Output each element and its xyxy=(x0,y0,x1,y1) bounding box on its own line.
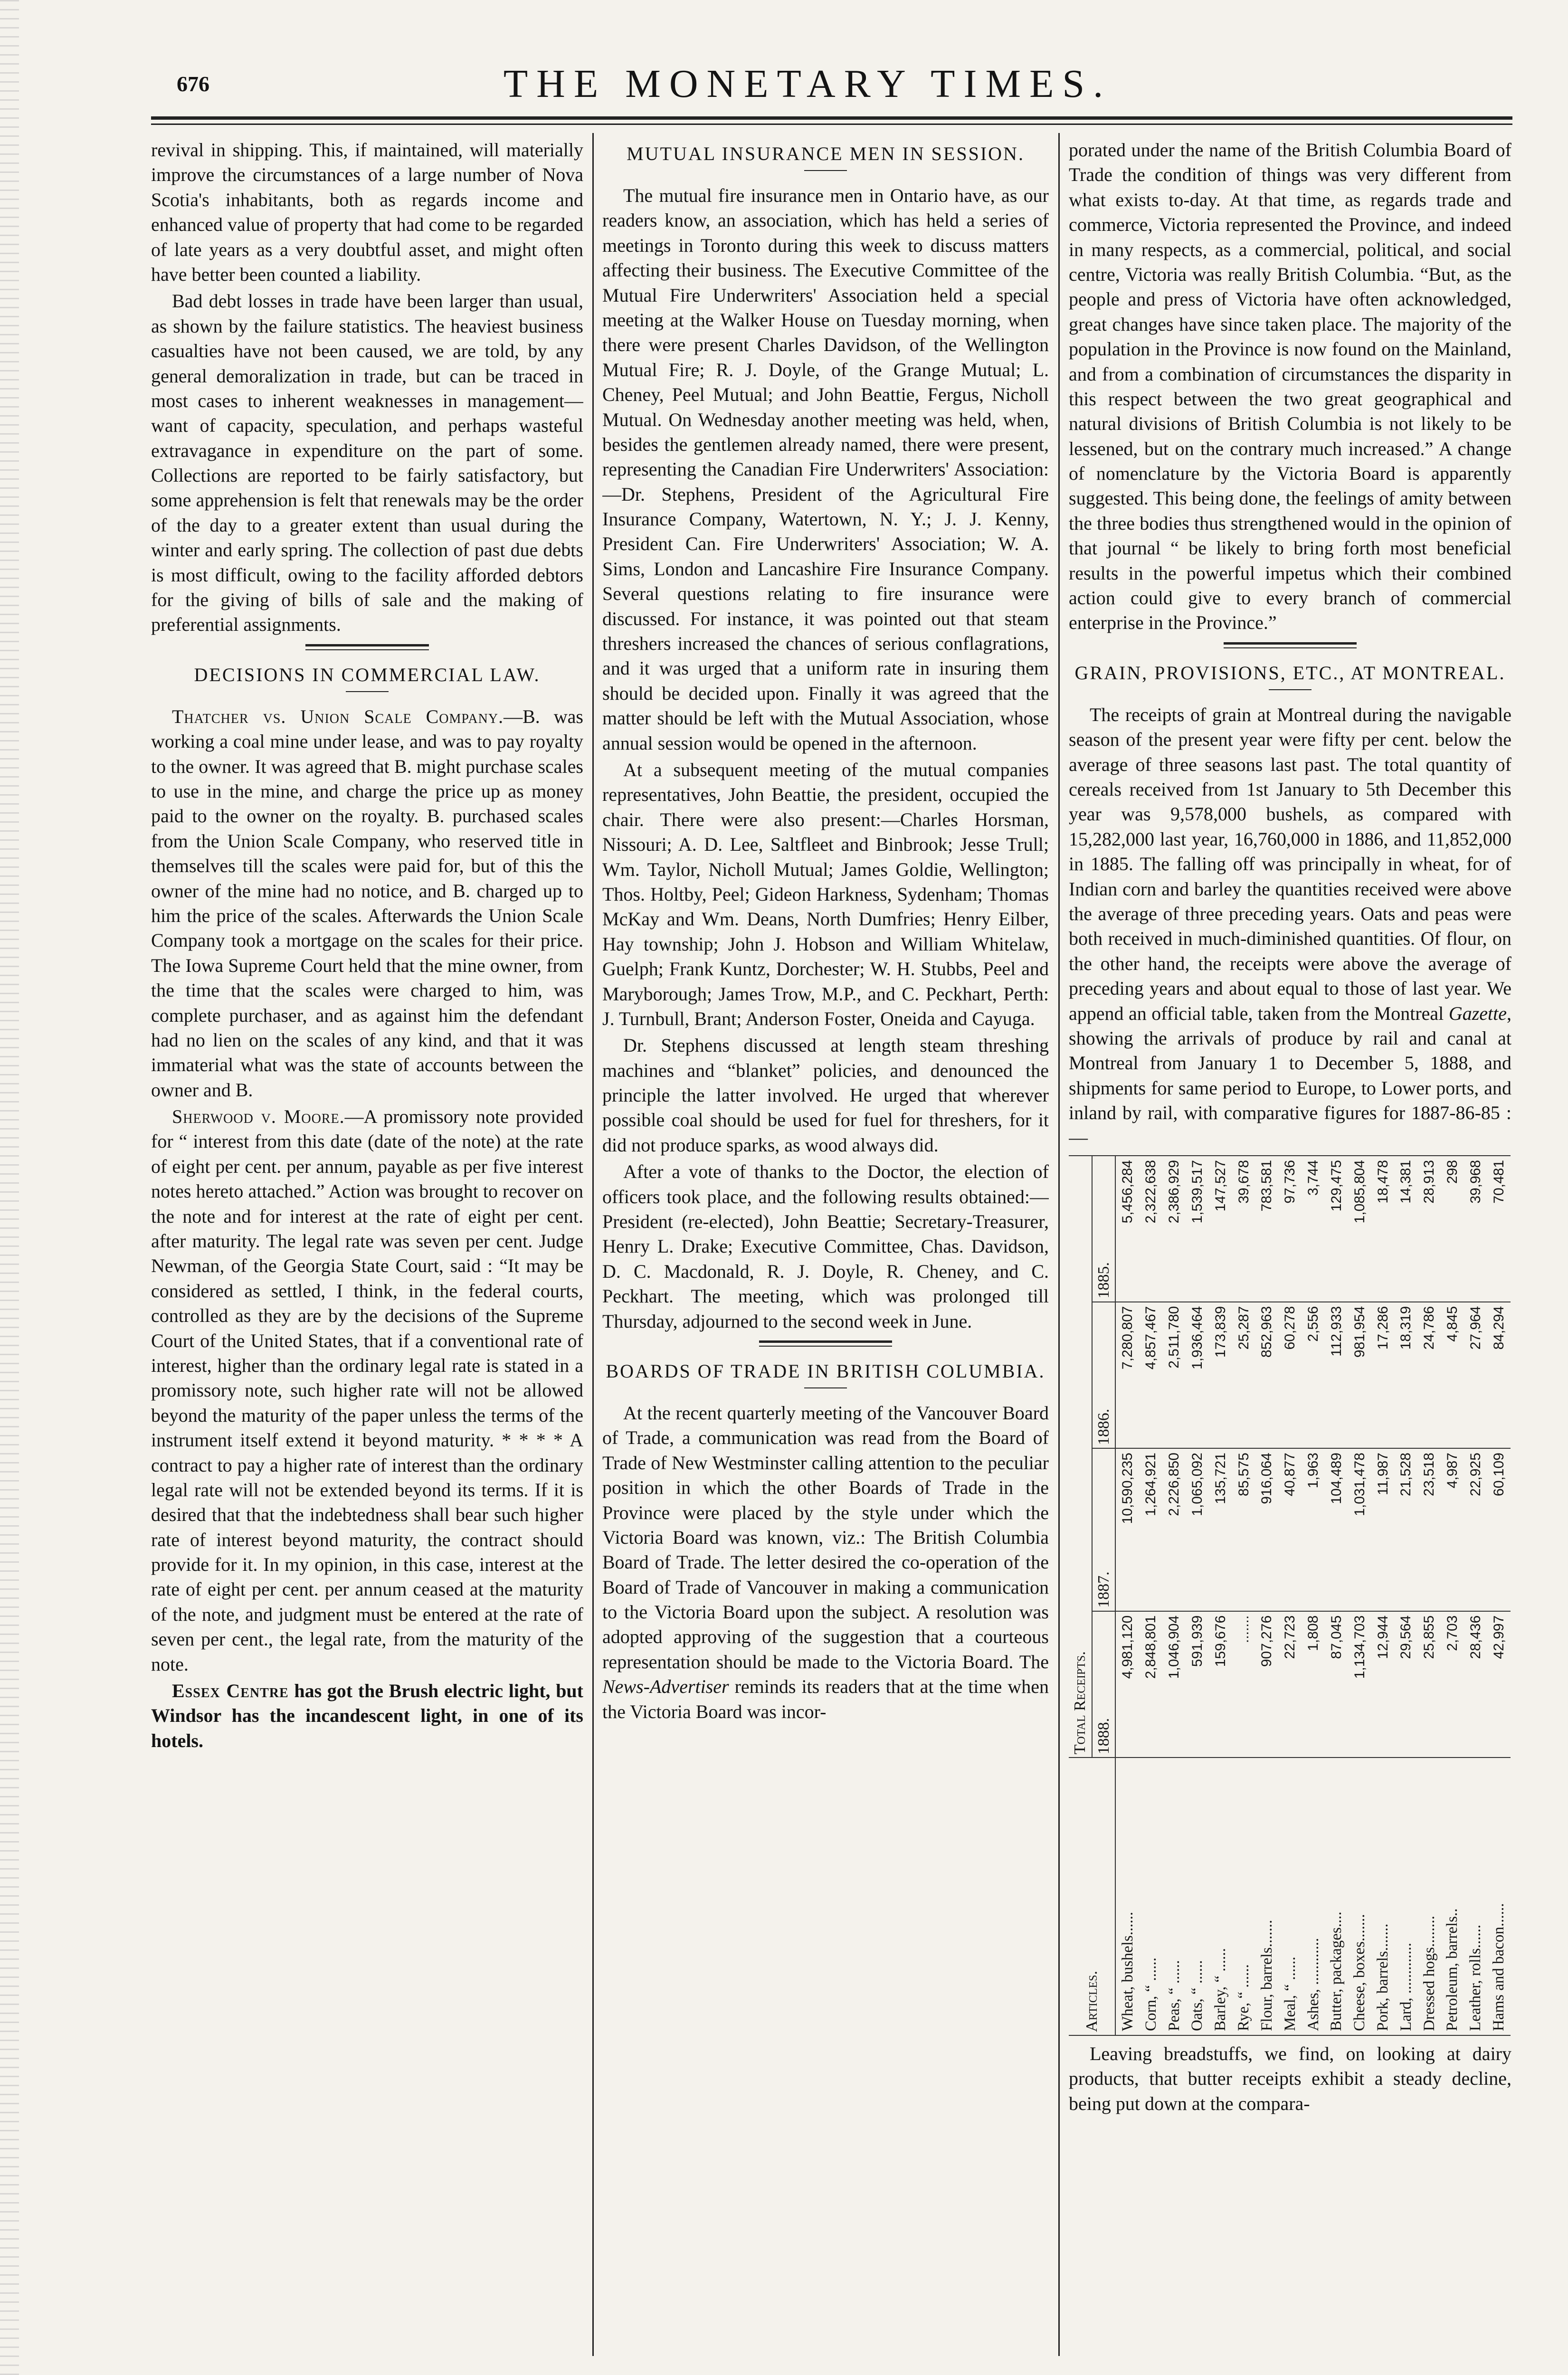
receipt-value-cell: 783,581 xyxy=(1255,1156,1279,1302)
header-rule-thick xyxy=(151,116,1512,120)
receipt-value-cell: 85,575 xyxy=(1232,1448,1255,1611)
table-row xyxy=(1487,1156,1511,2035)
table-row xyxy=(1186,1156,1209,2035)
newspaper-name: News-Advertiser xyxy=(602,1676,729,1698)
article-name-cell: Flour, barrels....... xyxy=(1258,1919,1275,2031)
receipt-value-cell: 22,723 xyxy=(1279,1611,1302,1758)
table-row xyxy=(1279,1156,1302,2035)
receipt-value-cell: 159,676 xyxy=(1209,1611,1232,1758)
table-body xyxy=(1115,1156,1511,2035)
news-item xyxy=(151,1679,583,1753)
case-title: Sherwood v. Moore. xyxy=(172,1106,345,1128)
year-header: 1887. xyxy=(1092,1448,1116,1611)
table-row xyxy=(1232,1156,1255,2035)
heading-underline xyxy=(1269,689,1311,690)
article-name-cell: Rye, “ ...... xyxy=(1235,1964,1253,2031)
article-name-cell: Cheese, boxes....... xyxy=(1351,1914,1368,2031)
receipt-value-cell: 112,933 xyxy=(1325,1302,1348,1448)
section-divider xyxy=(759,1340,892,1347)
table-row xyxy=(1255,1156,1279,2035)
mutual-insurance-heading: MUTUAL INSURANCE MEN IN SESSION. xyxy=(627,143,1025,164)
year-header: 1886. xyxy=(1092,1302,1116,1448)
receipt-value-cell: 21,528 xyxy=(1395,1448,1418,1611)
receipt-value-cell: 18,319 xyxy=(1395,1302,1418,1448)
receipt-value-cell: 39,968 xyxy=(1464,1156,1487,1302)
decisions-heading: DECISIONS IN COMMERCIAL LAW. xyxy=(194,664,541,685)
receipt-value-cell: 84,294 xyxy=(1487,1302,1511,1448)
receipt-value-cell: 298 xyxy=(1441,1156,1464,1302)
receipt-value-cell: 135,721 xyxy=(1209,1448,1232,1611)
receipt-value-cell: 981,954 xyxy=(1348,1302,1371,1448)
receipt-value-cell: 2,556 xyxy=(1302,1302,1325,1448)
article-paragraph: Leaving breadstuffs, we find, on looking at dairy products, that butter receipts exhibit a steady decline, being put down at the compara- xyxy=(1069,2042,1511,2114)
receipt-value-cell: 1,936,464 xyxy=(1186,1302,1209,1448)
receipt-value-cell: 2,703 xyxy=(1441,1611,1464,1758)
article-name-cell: Lard, ............. xyxy=(1397,1942,1415,2031)
news-item-text: has got the Brush electric light, but Windsor has the incandescent light, in one of its hotels. xyxy=(151,1680,583,1751)
receipt-value-cell: 3,744 xyxy=(1302,1156,1325,1302)
total-receipts-header: Total Receipts. xyxy=(1069,1156,1092,1758)
receipt-value-cell: 104,489 xyxy=(1325,1448,1348,1611)
table-row xyxy=(1348,1156,1371,2035)
grain-heading: GRAIN, PROVISIONS, ETC., AT MONTREAL. xyxy=(1074,662,1506,684)
masthead-title: THE MONETARY TIMES. xyxy=(503,62,1112,106)
receipt-value-cell: 60,109 xyxy=(1487,1448,1511,1611)
receipt-value-cell: ....... xyxy=(1232,1611,1255,1758)
year-header: 1888. xyxy=(1092,1611,1116,1758)
heading-underline xyxy=(346,691,389,692)
article-paragraph: revival in shipping. This, if maintained, will materially improve the circumstances of a large number of Nova Scotia's inhabitants, both as regards income and enhanced value of property that had come to be regarded of late years as a very doubtful asset, and might often have better been counted a liability. xyxy=(151,139,583,285)
article-name-cell: Ashes, ............ xyxy=(1304,1938,1322,2031)
article-text: , showing the arrivals of produce by rail and canal at Montreal from January 1 to December 5, 1888, and shipments for same period to Europe, to Lower ports, and inland by rail, with comparative figures for 1887-86-85 :— xyxy=(1069,1002,1511,1149)
article-name-cell: Petroleum, barrels.. xyxy=(1444,1908,1461,2031)
receipt-value-cell: 27,964 xyxy=(1464,1302,1487,1448)
boards-of-trade-heading: BOARDS OF TRADE IN BRITISH COLUMBIA. xyxy=(606,1360,1045,1382)
articles-header: Articles. xyxy=(1069,1758,1115,2035)
article-paragraph: Dr. Stephens discussed at length steam threshing machines and “blanket” policies, and denounced the principle the latter involved. He urged that wherever possible coal should be used for fuel for threshers, for it did not produce sparks, as wood always did. xyxy=(602,1035,1049,1156)
receipt-value-cell: 129,475 xyxy=(1325,1156,1348,1302)
receipts-table xyxy=(1069,1156,1511,2035)
receipt-value-cell: 39,678 xyxy=(1232,1156,1255,1302)
article-text: At the recent quarterly meeting of the Vancouver Board of Trade, a communication was read from the Board of Trade of New Westminster calling attention to the peculiar position in which the other Boards of Trade in the Province were placed by the style under which the Victoria Board was known, viz.: The British Columbia Board of Trade. The letter desired the co-operation of the Board of Trade of Vancouver in making a communication to the Victoria Board upon the subject. A resolution was adopted approving of the suggestion that a courteous representation should be made to the Victoria Board. The xyxy=(602,1402,1049,1672)
column-middle xyxy=(602,138,1049,2370)
article-paragraph: The mutual fire insurance men in Ontario have, as our readers know, an association, which has held a series of meetings in Toronto during this week to discuss matters affecting their business. The Executive Committee of the Mutual Fire Underwriters' Association held a special meeting at the Walker House on Tuesday morning, when there were present Charles Davidson, of the Wellington Mutual Fire; R. J. Doyle, of the Grange Mutual; L. Cheney, Peel Mutual; and John Beattie, Fergus, Nicholl Mutual. On Wednesday another meeting was held, when, besides the gentlemen already named, there were present, representing the Canadian Fire Underwriters' Association:—Dr. Stephens, President of the Agricultural Fire Insurance Company, Watertown, N. Y.; J. J. Kenny, President Can. Fire Underwriters' Association; W. A. Sims, London and Lancashire Fire Insurance Company. Several questions relating to fire insurance were discussed. For instance, it was pointed out that steam threshers increased the chances of serious conflagrations, and it was urged that a uniform rate in insuring them should be decided upon. Finally it was agreed that the matter should be left with the Mutual Association, whose annual session would be opened in the afternoon. xyxy=(602,185,1049,754)
receipt-value-cell: 4,981,120 xyxy=(1115,1611,1139,1758)
column-rule-2 xyxy=(1058,133,1060,2356)
receipt-value-cell: 22,925 xyxy=(1464,1448,1487,1611)
article-name-cell: Butter, packages.... xyxy=(1328,1911,1345,2031)
table-row xyxy=(1209,1156,1232,2035)
receipt-value-cell: 852,963 xyxy=(1255,1302,1279,1448)
receipt-value-cell: 18,478 xyxy=(1371,1156,1395,1302)
receipt-value-cell: 2,322,638 xyxy=(1140,1156,1163,1302)
receipts-table-frame xyxy=(1069,1155,1511,2036)
newspaper-name: Gazette xyxy=(1448,1002,1507,1024)
receipt-value-cell: 7,280,807 xyxy=(1115,1302,1139,1448)
column-right xyxy=(1069,138,1511,2370)
receipt-value-cell: 17,286 xyxy=(1371,1302,1395,1448)
receipt-value-cell: 25,287 xyxy=(1232,1302,1255,1448)
article-name-cell: Meal, “ ...... xyxy=(1281,1957,1299,2031)
table-row xyxy=(1162,1156,1186,2035)
receipt-value-cell: 907,276 xyxy=(1255,1611,1279,1758)
case-text: —A promissory note provided for “ interest from this date (date of the note) at the rate of eight per cent. per annum, payable as per five interest notes hereto attached.” Action was brought to recover on the note and for interest at the rate of eight per cent. after maturity. The legal rate was seven per cent. Judge Newman, of the Georgia State Court, said : “It may be considered as settled, I think, in the federal courts, controlled as they are by the decisions of the Supreme Court of the United States, that if a conventional rate of interest, higher than the ordinary legal rate is stated in a promissory note, such higher rate will not be allowed beyond the maturity of the paper unless the terms of the instrument itself extend it beyond maturity. * * * * A contract to pay a higher rate of interest than the ordinary legal rate will not be extended beyond its terms. If it is desired that that the indebtedness shall bear such higher rate of interest beyond maturity, the contract should provide for it. In my opinion, in this case, interest at the rate of eight per cent. per annum ceased at the maturity of the note, and judgment must be entered at the rate of seven per cent., the legal rate, from the maturity of the note. xyxy=(151,1106,583,1675)
case-paragraph xyxy=(151,1104,583,1677)
receipt-value-cell: 2,848,801 xyxy=(1140,1611,1163,1758)
article-name-cell: Hams and bacon...... xyxy=(1490,1903,1508,2031)
receipt-value-cell: 87,045 xyxy=(1325,1611,1348,1758)
receipts-table-rotated xyxy=(1069,1156,1511,2035)
news-item-title: Essex Centre xyxy=(172,1680,289,1702)
receipt-value-cell: 1,134,703 xyxy=(1348,1611,1371,1758)
article-paragraph: porated under the name of the British Columbia Board of Trade the condition of things was very different from what exists to-day. At that time, as regards trade and commerce, Victoria represented the Province, and indeed in many respects, as a commercial, political, and social centre, Victoria was really British Columbia. “But, as the people and press of Victoria have often acknowledged, great changes have since taken place. The majority of the population in the Province is now found on the Mainland, and from a combination of circumstances the disparity in this respect between the two great geographical and natural divisions of British Columbia is not likely to be lessened, but on the contrary much increased.” A change of nomenclature by the Victoria Board is apparently suggested. This being done, the feelings of amity between the three bodies thus strengthened would in the opinion of that journal “ be likely to bring forth most beneficial results in the powerful impetus which their combined action could give to every branch of commercial enterprise in the Province.” xyxy=(1069,139,1511,634)
article-paragraph xyxy=(1069,703,1511,1150)
receipt-value-cell: 1,085,804 xyxy=(1348,1156,1371,1302)
table-row xyxy=(1115,1156,1139,2035)
receipt-value-cell: 591,939 xyxy=(1186,1611,1209,1758)
article-name-cell: Peas, “ ...... xyxy=(1165,1960,1183,2031)
table-row xyxy=(1395,1156,1418,2035)
receipt-value-cell: 12,944 xyxy=(1371,1611,1395,1758)
scan-margin-speckle xyxy=(0,0,19,2375)
receipt-value-cell: 23,518 xyxy=(1418,1448,1441,1611)
table-row xyxy=(1302,1156,1325,2035)
table-row xyxy=(1441,1156,1464,2035)
section-divider xyxy=(305,644,429,650)
article-name-cell: Oats, “ ...... xyxy=(1188,1960,1206,2031)
article-name-cell: Dressed hogs........ xyxy=(1420,1915,1438,2031)
receipt-value-cell: 1,264,921 xyxy=(1140,1448,1163,1611)
table-row xyxy=(1325,1156,1348,2035)
header-rule-thin xyxy=(151,124,1512,125)
page-number: 676 xyxy=(177,72,209,96)
section-divider xyxy=(1224,642,1357,648)
receipt-value-cell: 1,963 xyxy=(1302,1448,1325,1611)
receipt-value-cell: 4,845 xyxy=(1441,1302,1464,1448)
article-paragraph: Bad debt losses in trade have been larger than usual, as shown by the failure statistics. The heaviest business casualties have not been caused, we are told, by any general demoralization in trade, but can be traced in most cases to inherent weaknesses in management—want of capacity, speculation, and perhaps wasteful extravagance in expenditure on the part of some. Collections are reported to be fairly satisfactory, but some apprehension is felt that renewals may be the order of the day to a greater extent than usual during the winter and early spring. The collection of past due debts is most difficult, owing to the facility afforded debtors for the giving of bills of sale and the making of preferential assignments. xyxy=(151,290,583,636)
case-title: Thatcher vs. Union Scale Company. xyxy=(172,705,504,727)
table-header-group-row xyxy=(1069,1156,1092,2035)
receipt-value-cell: 1,031,478 xyxy=(1348,1448,1371,1611)
receipt-value-cell: 2,386,929 xyxy=(1162,1156,1186,1302)
article-paragraph: After a vote of thanks to the Doctor, the election of officers took place, and the following results obtained:—President (re-elected), John Beattie; Secretary-Treasurer, Henry L. Drake; Executive Committee, Chas. Davidson, D. C. Macdonald, R. J. Doyle, R. Cheney, and C. Peckhart. The meeting, which was prolonged till Thursday, adjourned to the second week in June. xyxy=(602,1161,1049,1332)
receipt-value-cell: 28,436 xyxy=(1464,1611,1487,1758)
receipt-value-cell: 1,539,517 xyxy=(1186,1156,1209,1302)
receipt-value-cell: 28,913 xyxy=(1418,1156,1441,1302)
receipt-value-cell: 1,046,904 xyxy=(1162,1611,1186,1758)
receipt-value-cell: 14,381 xyxy=(1395,1156,1418,1302)
article-name-cell: Leather, rolls...... xyxy=(1467,1924,1484,2031)
case-text: —B. was working a coal mine under lease, and was to pay royalty to the owner. It was agreed that B. might purchase scales to use in the mine, and charge the price up as money paid to the owner on the royalty. B. purchased scales from the Union Scale Company, who reserved title in themselves till the scales were paid for, but of this the owner of the mine had no notice, and B. charged up to him the price of the scales. Afterwards the Union Scale Company took a mortgage on the scales for their price. The Iowa Supreme Court held that the mine owner, from the time that the scales were charged to him, was complete purchaser, and as against him the defendant had no lien on the scales of any kind, and that it was immaterial what was the state of accounts between the owner and B. xyxy=(151,705,583,1101)
article-name-cell: Barley, “ ...... xyxy=(1212,1948,1229,2031)
receipt-value-cell: 10,590,235 xyxy=(1115,1448,1139,1611)
receipt-value-cell: 42,997 xyxy=(1487,1611,1511,1758)
article-paragraph xyxy=(602,1401,1049,1724)
receipt-value-cell: 2,511,780 xyxy=(1162,1302,1186,1448)
article-text: reminds its readers that at the time when the Victoria Board was incor- xyxy=(602,1676,1049,1722)
table-row xyxy=(1464,1156,1487,2035)
receipt-value-cell: 1,808 xyxy=(1302,1611,1325,1758)
article-text: The receipts of grain at Montreal during the navigable season of the present year were fifty per cent. below the average of three seasons last past. The total quantity of cereals received from 1st January to 5th December this year was 9,578,000 bushels, as compared with 15,282,000 last year, 16,760,000 in 1886, and 11,852,000 in 1885. The falling off was principally in wheat, for of Indian corn and barley the quantities received were above the average of three preceding years. Oats and peas were both received in much-diminished quantities. Of flour, on the other hand, the receipts were above the average of preceding years and about equal to those of last year. We append an official table, taken from the Montreal xyxy=(1069,703,1511,1024)
receipt-value-cell: 25,855 xyxy=(1418,1611,1441,1758)
receipt-value-cell: 40,877 xyxy=(1279,1448,1302,1611)
heading-underline xyxy=(804,170,847,171)
article-name-cell: Pork, barrels....... xyxy=(1374,1923,1391,2031)
receipt-value-cell: 2,226,850 xyxy=(1162,1448,1186,1611)
receipt-value-cell: 29,564 xyxy=(1395,1611,1418,1758)
table-row xyxy=(1371,1156,1395,2035)
article-name-cell: Wheat, bushels...... xyxy=(1119,1911,1136,2031)
receipt-value-cell: 11,987 xyxy=(1371,1448,1395,1611)
column-rule-1 xyxy=(592,133,594,2356)
receipt-value-cell: 1,065,092 xyxy=(1186,1448,1209,1611)
receipt-value-cell: 70,481 xyxy=(1487,1156,1511,1302)
article-paragraph: At a subsequent meeting of the mutual companies representatives, John Beattie, the president, occupied the chair. There were also present:—Charles Horsman, Nissouri; A. D. Lee, Saltfleet and Binbrook; Jesse Trull; Wm. Taylor, Nicholl Mutual; James Goldie, Wellington; Thos. Holtby, Peel; Gideon Harkness, Sydenham; Thomas McKay and Wm. Deans, North Dumfries; Henry Eilber, Hay township; John J. Hobson and William Whitelaw, Guelph; Frank Kuntz, Dorchester; W. H. Stubbs, Peel and Maryborough; James Trow, M.P., and C. Peckhart, Perth: J. Turnbull, Brant; Anderson Foster, Oneida and Cayuga. xyxy=(602,759,1049,1029)
receipt-value-cell: 147,527 xyxy=(1209,1156,1232,1302)
column-left xyxy=(151,138,583,2370)
heading-underline xyxy=(804,1387,847,1388)
receipt-value-cell: 24,786 xyxy=(1418,1302,1441,1448)
year-header: 1885. xyxy=(1092,1156,1116,1302)
receipt-value-cell: 5,456,284 xyxy=(1115,1156,1139,1302)
receipt-value-cell: 60,278 xyxy=(1279,1302,1302,1448)
receipt-value-cell: 916,064 xyxy=(1255,1448,1279,1611)
receipt-value-cell: 97,736 xyxy=(1279,1156,1302,1302)
receipt-value-cell: 4,857,467 xyxy=(1140,1302,1163,1448)
article-name-cell: Corn, “ ...... xyxy=(1142,1957,1159,2031)
table-row xyxy=(1418,1156,1441,2035)
case-paragraph xyxy=(151,704,583,1102)
receipt-value-cell: 173,839 xyxy=(1209,1302,1232,1448)
table-row xyxy=(1140,1156,1163,2035)
receipt-value-cell: 4,987 xyxy=(1441,1448,1464,1611)
